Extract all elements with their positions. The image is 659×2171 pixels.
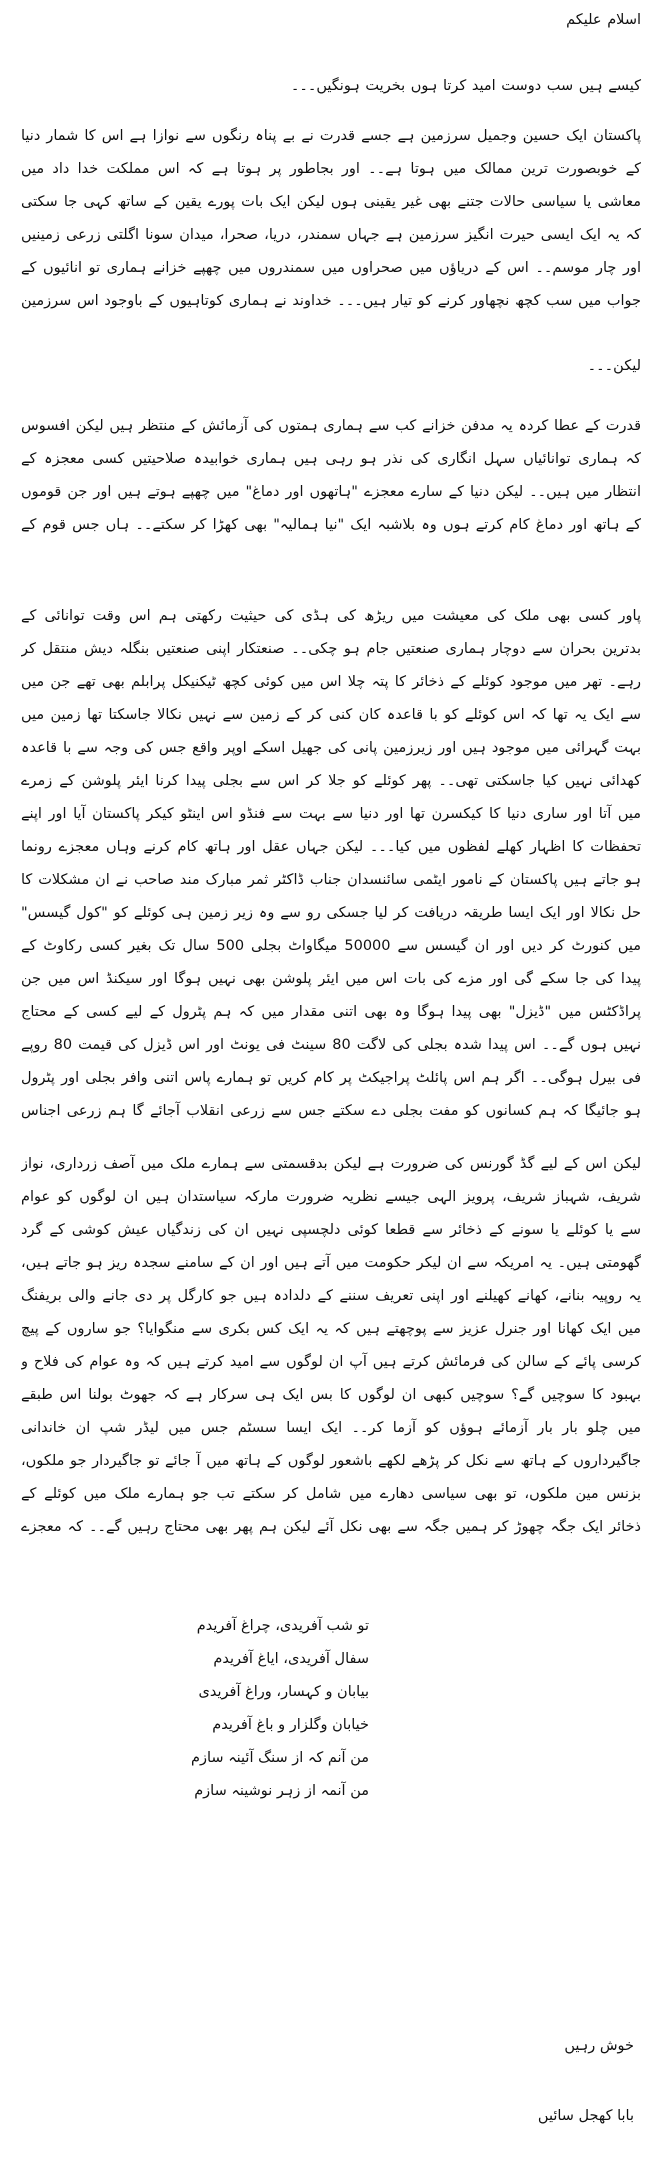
- poem-line: بیابان و کہسار، وراغ آفریدی: [198, 1684, 369, 1700]
- paragraph-lekin: لیکن۔۔۔: [587, 358, 641, 374]
- poem-line: من آنم کہ از سنگ آئینہ سازم: [191, 1750, 369, 1766]
- closing-text: خوش رہیں: [564, 2038, 634, 2054]
- paragraph-governance: لیکن اس کے لیے گڈ گورنس کی ضرورت ہے لیکن بدقسمتی سے ہمارے ملک میں آصف زرداری، نواز شریف، شہباز شریف، پرویز الہی جیسے نظریہ ضرورت مارکہ سیاستدان ہیں ان لوگوں کو عوام سے یا کوئلے یا سونے کے ذخائر سے قطعا کوئی دلچسپی نہیں ان کی زندگیاں عیش کوشی کے گرد گھومتی ہیں۔ یہ امریکہ سے ان لیکر حکومت میں آتے ہیں اور ان کے سامنے سجدہ ریز ہو جاتے ہیں، یہ روپیہ بنانے، کھانے کھیلنے اور اپنی تعریف سننے کے دلدادہ ہیں جو کارگل پر دی جانے والی بریفنگ میں ایک کھانا اور جنرل عزیز سے پوچھتے ہیں کہ یہ ایک کس بکری سے منگوایا؟ جو ساروں کے پیچ کرسی پائے کے سالن کی فرمائش کرتے ہیں آپ ان لوگوں سے امید کرتے ہیں کہ وہ عوام کی فلاح و بہبود کا سوچیں گے؟ سوچیں کبھی ان لوگوں کا بس ایک ہی سرکار ہے کہ جھوٹ بولنا اس طبقے میں چلو بار بار آزمائے ہوؤں کو آزما کر۔۔ ایک ایسا سسٹم جس میں لیڈر شپ ان خاندانی جاگیرداروں کے ہاتھ سے نکل کر پڑھے لکھے باشعور لوگوں کے ہاتھ میں آ جائے تو جاگیردار جو ملکوں، بزنس مین ملکوں، تو بھی سیاسی دھارے میں شامل کر سکتے تب جو ہمارے ملک میں کوئلے کے ذخائر ایک جگہ چھوڑ کر ہمیں جگہ سے بھی نکل آئے لیکن ہم پھر بھی محتاج رہیں گے۔۔ کہ معجزے: [21, 1156, 641, 1535]
- poem-line: من آنمہ از زہر نوشینہ سازم: [194, 1783, 369, 1799]
- poem-line: تو شب آفریدی، چراغ آفریدم: [196, 1618, 369, 1634]
- intro-line: کیسے ہیں سب دوست امید کرتا ہوں بخریت ہونگیں۔۔۔: [290, 78, 641, 94]
- poem-line: خیابان وگلزار و باغ آفریدم: [212, 1717, 369, 1733]
- signature: بابا کھجل سائیں: [537, 2108, 634, 2124]
- greeting: اسلام علیکم: [566, 12, 641, 28]
- poem-line: سفال آفریدی، ایاغ آفریدم: [213, 1651, 369, 1667]
- paragraph-thar-coal: پاور کسی بھی ملک کی معیشت میں ریڑھ کی ہڈی کی حیثیت رکھتی ہم اس وقت توانائی کے بدترین بحران سے دوچار ہماری صنعتیں جام ہو چکی۔۔ صنعتکار اپنی صنعتیں بنگلہ دیش منتقل کر رہے۔ تھر میں موجود کوئلے کے ذخائر کا پتہ چلا اس میں کوئی کچھ ٹیکنیکل پرابلم بھی تھے جن میں سے ایک یہ تھا کہ اس کوئلے کو با قاعدہ کان کنی کر کے زمین سے نہیں نکالا جاسکتا تھا زمین میں بہت گہرائی میں موجود ہیں اور زیرزمین پانی کی جھیل اسکے اوپر واقع جس کی وجہ سے با قاعدہ کھدائی نہیں کیا جاسکتی تھی۔۔ پھر کوئلے کو جلا کر اس سے بجلی پیدا کرنا ایئر پلوشن کے زمرے میں آتا اور ساری دنیا کا کیکسرن تھا اور دنیا سے بہت سے فنڈو اس اینٹو کیکر پاکستان آیا اور اپنے تحفظات کا اظہار کھلے لفظوں میں کیا۔۔۔ لیکن جہاں عقل اور ہاتھ کام کرنے وہاں معجزے رونما ہو جاتے ہیں پاکستان کے نامور ایٹمی سائنسدان جناب ڈاکٹر ثمر مبارک مند صاحب نے ان مشکلات کا حل نکالا اور ایک ایسا طریقہ دریافت کر لیا جسکی رو سے وہ زیر زمین ہی کوئلے کو "کول گیسس" میں کنورٹ کر دیں اور ان گیسس سے 50000 میگاواٹ بجلی 500 سال تک بغیر کسی رکاوٹ کے پیدا کی جا سکے گی اور مزے کی بات اس میں ایئر پلوشن بھی نہیں ہوگا اور سیکنڈ اس میں جن پراڈکٹس میں "ڈیزل" بھی پیدا ہوگا وہ بھی اتنی مقدار میں کہ ہم پٹرول کے لیے کسی کے محتاج نہیں ہوں گے۔۔ اس پیدا شدہ بجلی کی لاگت 80 سینٹ فی یونٹ اور اس ڈیزل کی قیمت 80 روپے فی بیرل ہوگی۔۔ اگر ہم اس پائلٹ پراجیکٹ پر کام کریں تو ہمارے پاس اتنی وافر بجلی اور پٹرول ہو جائیگا کہ ہم کسانوں کو مفت بجلی دے سکتے جس سے زرعی انقلاب آجائے گا ہم زرعی اجناس: [21, 608, 641, 1119]
- paragraph-intro-pakistan: پاکستان ایک حسین وجمیل سرزمین ہے جسے قدرت نے بے پناہ رنگوں سے نوازا ہے اس کا شمار دنیا کے خوبصورت ترین ممالک میں ہوتا ہے۔۔ اور بجاطور پر ہوتا ہے کہ اس مملکت خدا داد میں معاشی یا سیاسی حالات جتنے بھی غیر یقینی ہوں لیکن ایک بات پورے یقین کے ساتھ کہی جا سکتی کہ یہ ایک ایسی حیرت انگیز سرزمین ہے جہاں سمندر، دریا، صحرا، میدان سونا اگلتی زرعی زمینیں اور چار موسم۔۔ اس کے دریاؤں میں صحراوں میں سمندروں میں چھپے خزانے ہماری تو انائیوں کے جواب میں سب کچھ نچھاور کرنے کو تیار ہیں۔۔۔ خداوند نے ہماری کوتاہیوں کے باوجود اس سرزمین: [21, 128, 641, 309]
- paragraph-hidden-treasures: قدرت کے عطا کردہ یہ مدفن خزانے کب سے ہماری ہمتوں کی آزمائش کے منتظر ہیں لیکن افسوس کہ ہماری توانائیاں سہل انگاری کی نذر ہو رہی ہیں ہماری خوابیدہ صلاحیتیں کسی معجزہ کے انتظار میں ہیں۔۔ لیکن دنیا کے سارے معجزے "ہاتھوں اور دماغ" میں چھپے ہوتے ہیں اور جن قوموں کے ہاتھ اور دماغ کام کرتے ہوں وہ بلاشبہ ایک "نیا ہمالیہ" بھی کھڑا کر سکتے۔۔ ہاں جس قوم کے: [21, 418, 641, 533]
- poem: [129, 1610, 369, 1808]
